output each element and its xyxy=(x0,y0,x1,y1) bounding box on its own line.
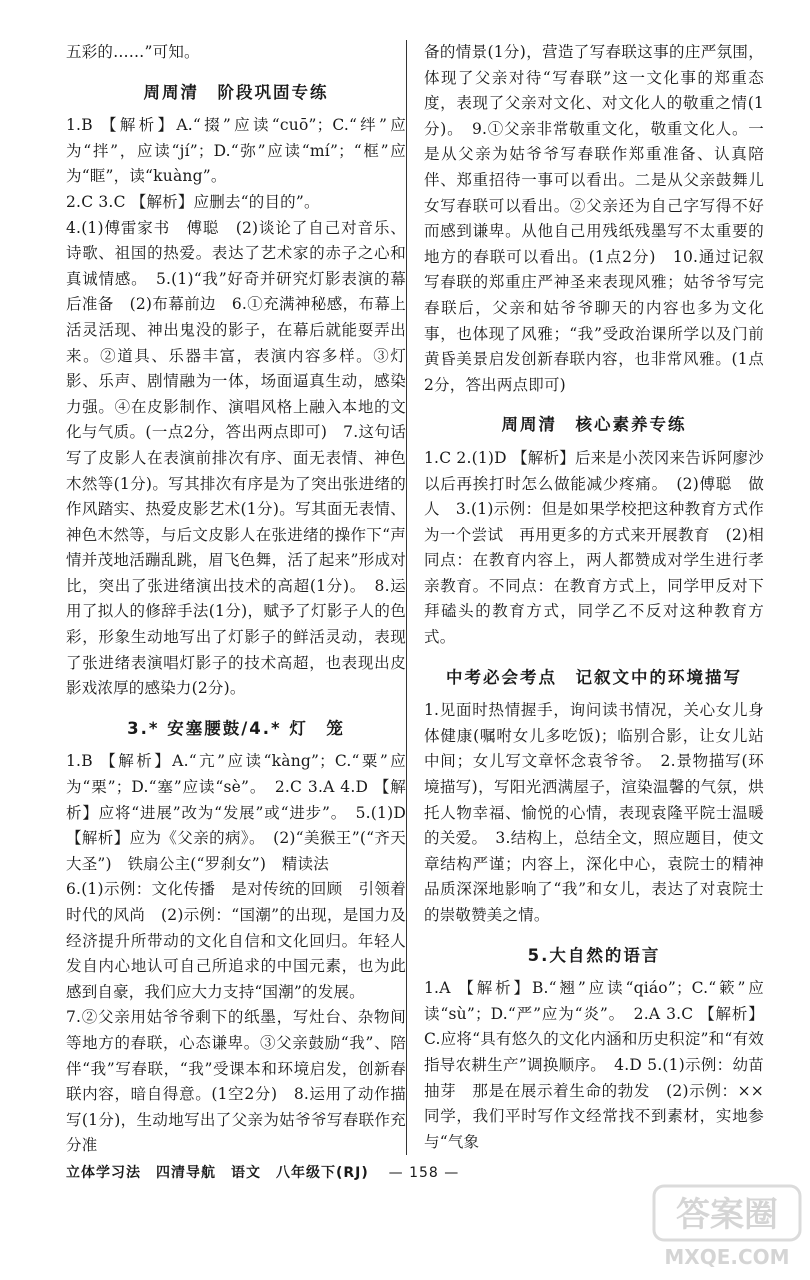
page-number: — 158 — xyxy=(388,1165,460,1181)
column-divider xyxy=(406,40,407,1155)
right-column xyxy=(424,40,764,1155)
section-heading: 周周清 核心素养专练 xyxy=(501,415,687,435)
answer-paragraph: 1.C 2.(1)D 【解析】后来是小茨冈来告诉阿廖沙以后再挨打时怎么做能减少疼痛。 (2)傅聪 做人 3.(1)示例：但是如果学校把这种教育方式作为一个尝试 再用更多的方式来开展教育 (2)相同点：在教育内容上，两人都赞成对学生进行孝亲教育。不同点：在教育方式上，同学甲反对下拜磕头的教育方式，同学乙不反对这种教育方式。 xyxy=(424,448,764,647)
book-title: 立体学习法 四清导航 语文 八年级下(RJ) xyxy=(66,1165,369,1181)
answer-paragraph: 备的情景(1分)，营造了写春联这事的庄严氛围，体现了父亲对待“写春联”这一文化事的郑重态度，表现了父亲对文化、对文化人的敬重之情(1分)。 9.①父亲非常敬重文化，敬重文化人。一是从父亲为姑爷爷写春联作郑重准备、认真陪伴、郑重招待一事可以看出。二是从父亲鼓舞儿女写春联可以看出。②父亲还为自己字写得不好而感到谦卑。从他自己用残纸残墨写不太重要的地方的春联可以看出。(1点2分) 10.通过记叙写春联的郑重庄严神圣来表现风雅；姑爷爷写完春联后，父亲和姑爷爷聊天的内容也多为文化事，也体现了风雅；“我”受政治课所学以及门前黄昏美景启发创新春联内容，也非常风雅。(1点2分，答出两点即可) xyxy=(424,43,764,394)
answer-paragraph: 1.B 【解析】A.“掇”应读“cuō”；C.“绊”应为“拌”，应读“jí”；D.“弥”应读“mí”；“框”应为“眶”，读“kuàng”。 xyxy=(66,116,406,186)
answer-paragraph: 7.②父亲用姑爷爷剩下的纸墨，写灶台、杂物间等地方的春联，心态谦卑。③父亲鼓励“我”、陪伴“我”写春联，“我”受课本和环境启发，创新春联内容，暗自得意。(1空2分) 8.运用了动作描写(1分)，生动地写出了父亲为姑爷爷写春联作充分准 xyxy=(66,1008,406,1155)
watermark-url: MXQE.COM xyxy=(664,1245,790,1269)
section-heading: 中考必会考点 记叙文中的环境描写 xyxy=(446,667,742,687)
answer-paragraph: 6.(1)示例：文化传播 是对传统的回顾 引领着时代的风尚 (2)示例：“国潮”的出现，是国力及经济提升所带动的文化自信和文化回归。年轻人发自内心地认可自己所追求的中国元素，也为此感到自豪，我们应大力支持“国潮”的发展。 xyxy=(66,880,406,1001)
answer-paragraph: 五彩的……”可知。 xyxy=(66,43,200,61)
left-column xyxy=(66,40,406,1159)
section-heading: 5.大自然的语言 xyxy=(527,945,661,965)
answer-paragraph: 1.见面时热情握手，询问读书情况，关心女儿身体健康(嘱咐女儿多吃饭)；临别合影，让女儿站中间；女儿写文章怀念袁爷爷。 2.景物描写(环境描写)，写阳光洒满屋子，渲染温馨的气氛，烘托人物幸福、愉悦的心情，表现袁隆平院士温暖的关爱。 3.结构上，总结全文，照应题目，使文章结构严谨；内容上，深化中心，袁院士的精神品质深深地影响了“我”和女儿，表达了对袁院士的崇敬赞美之情。 xyxy=(424,701,764,924)
answer-paragraph: 1.A 【解析】B.“翘”应读“qiáo”；C.“簌”应读“sù”；D.“严”应为“炎”。 2.A 3.C 【解析】C.应将“具有悠久的文化内涵和历史积淀”和“有效指导农耕生产”调换顺序。 4.D 5.(1)示例：幼苗抽芽 那是在展示着生命的勃发 (2)示例：××同学，我们平时写作文经常找不到素材，实地参与“气象 xyxy=(424,979,764,1151)
watermark-title: 答案圈 xyxy=(676,1195,778,1235)
page-footer xyxy=(66,1162,766,1182)
section-heading: 3.* 安塞腰鼓/4.* 灯 笼 xyxy=(127,718,345,738)
answer-paragraph: 1.B 【解析】A.“亢”应读“kàng”；C.“粟”应为“栗”；D.“塞”应读“sè”。 2.C 3.A 4.D 【解析】应将“进展”改为“发展”或“进步”。 5.(1)D 【解析】应为《父亲的病》。 (2)“美猴王”(“齐天大圣”) 铁扇公主(“罗刹女”) 精读法 xyxy=(66,752,406,873)
watermark-logo xyxy=(652,1184,802,1272)
section-heading: 周周清 阶段巩固专练 xyxy=(143,82,329,102)
answer-paragraph: 4.(1)傅雷家书 傅聪 (2)谈论了自己对音乐、诗歌、祖国的热爱。表达了艺术家的赤子之心和真诚情感。 5.(1)“我”好奇并研究灯影表演的幕后准备 (2)布幕前边 6.①充满神秘感，布幕上活灵活现、神出鬼没的影子，在幕后就能耍弄出来。②道具、乐器丰富，表演内容多样。③灯影、乐声、剧情融为一体，场面逼真生动，感染力强。④在皮影制作、演唱风格上融入本地的文化与气质。(一点2分，答出两点即可) 7.这句话写了皮影人在表演前排次有序、面无表情、神色木然等(1分)。写其排次有序是为了突出张进绪的作风踏实、热爱皮影艺术(1分)。写其面无表情、神色木然等，与后文皮影人在张进绪的操作下“声情并茂地活蹦乱跳，眉飞色舞，活了起来”形成对比，突出了张进绪演出技术的高超(1分)。 8.运用了拟人的修辞手法(1分)，赋予了灯影子人的色彩，形象生动地写出了灯影子的鲜活灵动，表现了张进绪表演唱灯影子的技术高超，也表现出皮影戏浓厚的感染力(2分)。 xyxy=(66,218,406,698)
answer-paragraph: 2.C 3.C 【解析】应删去“的目的”。 xyxy=(66,192,320,211)
